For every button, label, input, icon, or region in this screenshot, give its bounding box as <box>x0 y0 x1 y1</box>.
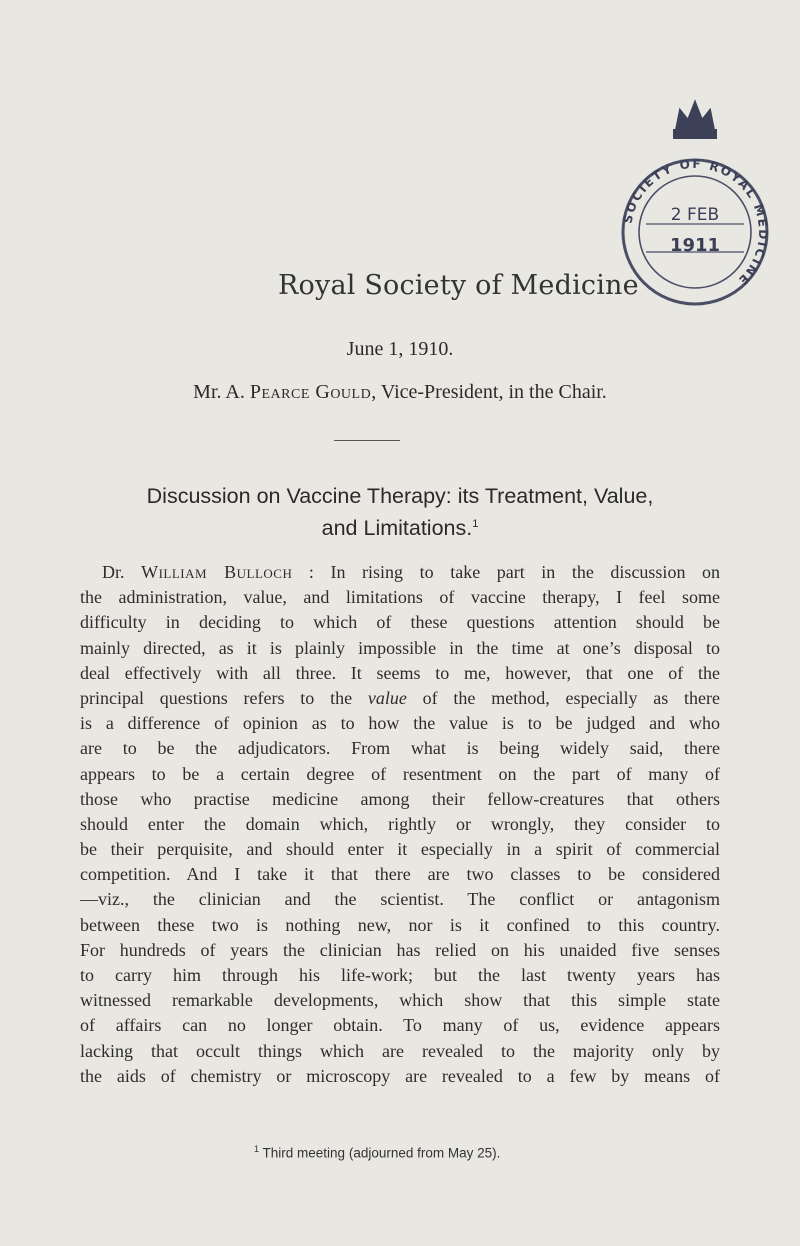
stamp-ring-text: SOCIETY OF ROYAL MEDICINE <box>620 156 771 289</box>
discussion-title <box>80 480 720 544</box>
stamp-day-month: 2 FEB <box>670 205 720 225</box>
chair-suffix: , Vice-President, in the Chair. <box>371 381 607 403</box>
section-divider <box>334 440 400 441</box>
title-line-2: and Limitations.$^1$ <box>321 516 479 540</box>
body-line: competition. And I take it that there are two classes to be considered <box>80 864 720 885</box>
body-line: deal effectively with all three. It seems to me, however, that one of the <box>80 662 720 683</box>
body-line: are to be the adjudicators. From what is being widely said, there <box>80 738 720 759</box>
footnote-text: Third meeting (adjourned from May 25). <box>262 1145 501 1161</box>
society-name: Royal Society of Medicine <box>278 270 639 301</box>
speaker-name: William Bulloch <box>141 562 293 582</box>
body-line: For hundreds of years the clinician has relied on his unaided five senses <box>80 939 720 960</box>
received-date-stamp-icon <box>606 92 784 312</box>
footnote <box>254 1144 674 1161</box>
body-line: appears to be a certain degree of resentment on the part of many of <box>80 763 720 784</box>
body-line: principal questions refers to the value of the method, especially as there <box>80 687 720 708</box>
chair-prefix: Mr. A. <box>193 381 250 403</box>
chair-line <box>0 381 800 404</box>
body-line: —viz., the clinician and the scientist. The conflict or antagonism <box>80 889 720 910</box>
italic-value: value <box>367 687 407 708</box>
body-line: mainly directed, as it is plainly impossible in the time at one’s disposal to <box>80 637 720 658</box>
body-line: the aids of chemistry or microscopy are revealed to a few by means of <box>80 1065 720 1086</box>
body-line: lacking that occult things which are revealed to the majority only by <box>80 1040 720 1061</box>
body-line: the administration, value, and limitations of vaccine therapy, I feel some <box>80 587 720 608</box>
stamp-year: 1911 <box>669 235 721 256</box>
title-footnote-marker: 1 <box>472 517 479 530</box>
body-line: of affairs can no longer obtain. To many of us, evidence appears <box>80 1015 720 1036</box>
body-line: is a difference of opinion as to how the value is to be judged and who <box>80 713 720 734</box>
chair-name: Pearce Gould <box>249 381 372 403</box>
meeting-date: June 1, 1910. <box>346 338 454 360</box>
body-text <box>80 560 720 1089</box>
body-line: those who practise medicine among their fellow-creatures that others <box>80 788 720 809</box>
body-line: Dr. William Bulloch : In rising to take part in the discussion on <box>102 562 721 582</box>
body-line: witnessed remarkable developments, which show that this simple state <box>80 990 720 1011</box>
body-line: difficulty in deciding to which of these questions attention should be <box>80 612 720 633</box>
body-line: should enter the domain which, rightly or wrongly, they consider to <box>80 813 720 834</box>
title-line-1: Discussion on Vaccine Therapy: its Treatment, Value, <box>146 484 654 508</box>
body-line: between these two is nothing new, nor is it confined to this country. <box>80 914 720 935</box>
footnote-marker: 1 <box>254 1144 260 1154</box>
body-line: be their perquisite, and should enter it especially in a spirit of commercial <box>80 839 720 860</box>
body-line: to carry him through his life-work; but the last twenty years has <box>80 965 720 985</box>
